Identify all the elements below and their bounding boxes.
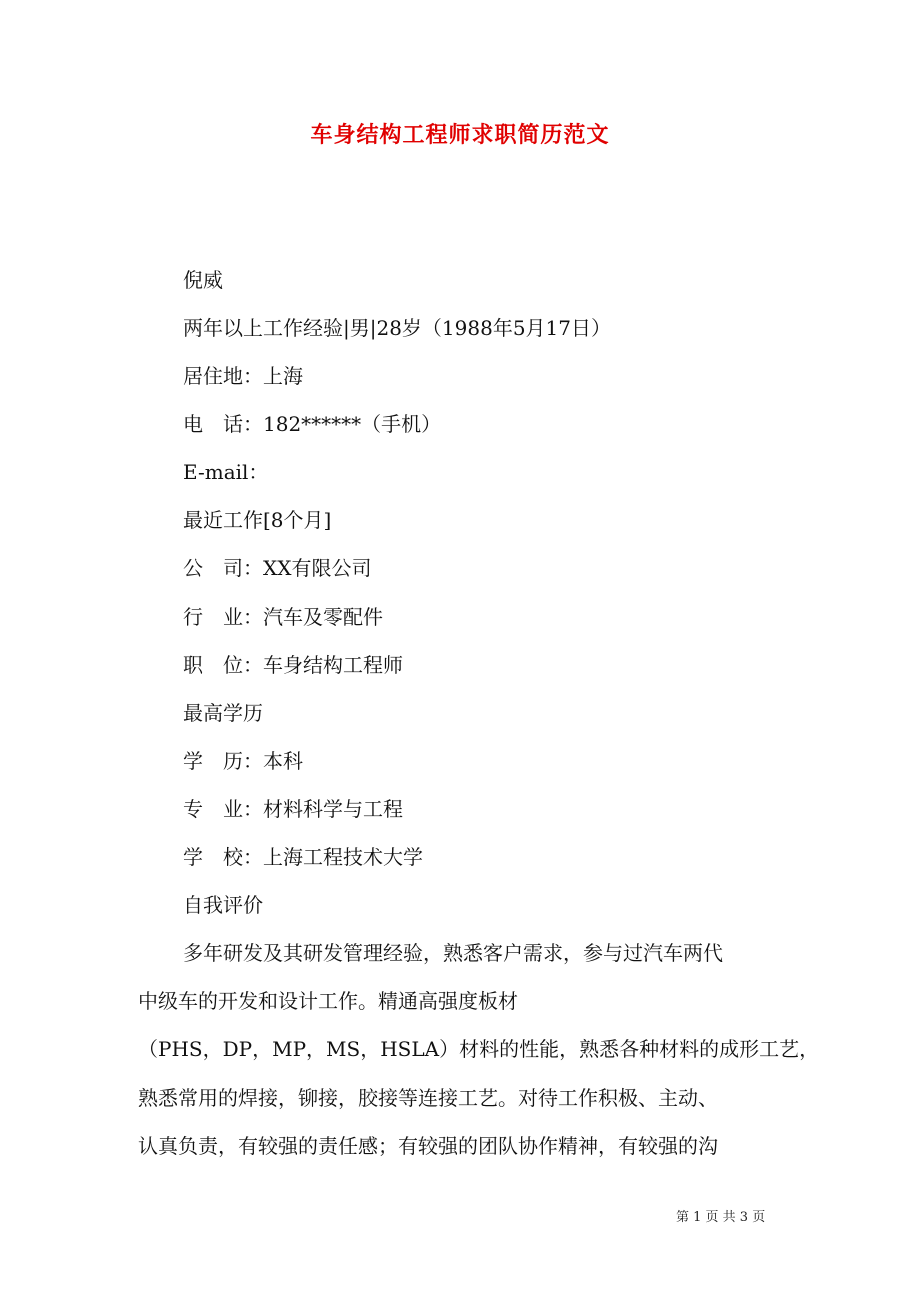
company-line: 公 司：XX有限公司 bbox=[183, 556, 372, 580]
name-line: 倪威 bbox=[183, 268, 223, 292]
self-evaluation-heading: 自我评价 bbox=[183, 893, 263, 917]
page-footer: 第 1 页 共 3 页 bbox=[676, 1210, 766, 1225]
page-title: 车身结构工程师求职简历范文 bbox=[310, 122, 610, 148]
self-evaluation-line-5: 认真负责，有较强的责任感；有较强的团队协作精神，有较强的沟 bbox=[138, 1134, 718, 1158]
industry-line: 行 业：汽车及零配件 bbox=[183, 605, 383, 629]
phone-line: 电 话：182******（手机） bbox=[183, 412, 442, 436]
email-line: E-mail： bbox=[183, 460, 269, 484]
summary-line: 两年以上工作经验|男|28岁（1988年5月17日） bbox=[183, 316, 611, 340]
self-evaluation-line-2: 中级车的开发和设计工作。精通高强度板材 bbox=[138, 989, 518, 1013]
degree-line: 学 历：本科 bbox=[183, 749, 303, 773]
position-line: 职 位：车身结构工程师 bbox=[183, 653, 403, 677]
school-line: 学 校：上海工程技术大学 bbox=[183, 845, 423, 869]
recent-work-heading: 最近工作[8个月] bbox=[183, 508, 332, 532]
education-heading: 最高学历 bbox=[183, 701, 263, 725]
self-evaluation-line-1: 多年研发及其研发管理经验，熟悉客户需求，参与过汽车两代 bbox=[183, 941, 723, 965]
major-line: 专 业：材料科学与工程 bbox=[183, 797, 403, 821]
self-evaluation-line-3: （PHS，DP，MP，MS，HSLA）材料的性能，熟悉各种材料的成形工艺， bbox=[138, 1037, 820, 1061]
self-evaluation-line-4: 熟悉常用的焊接，铆接，胶接等连接工艺。对待工作积极、主动、 bbox=[138, 1086, 718, 1110]
residence-line: 居住地：上海 bbox=[183, 364, 303, 388]
